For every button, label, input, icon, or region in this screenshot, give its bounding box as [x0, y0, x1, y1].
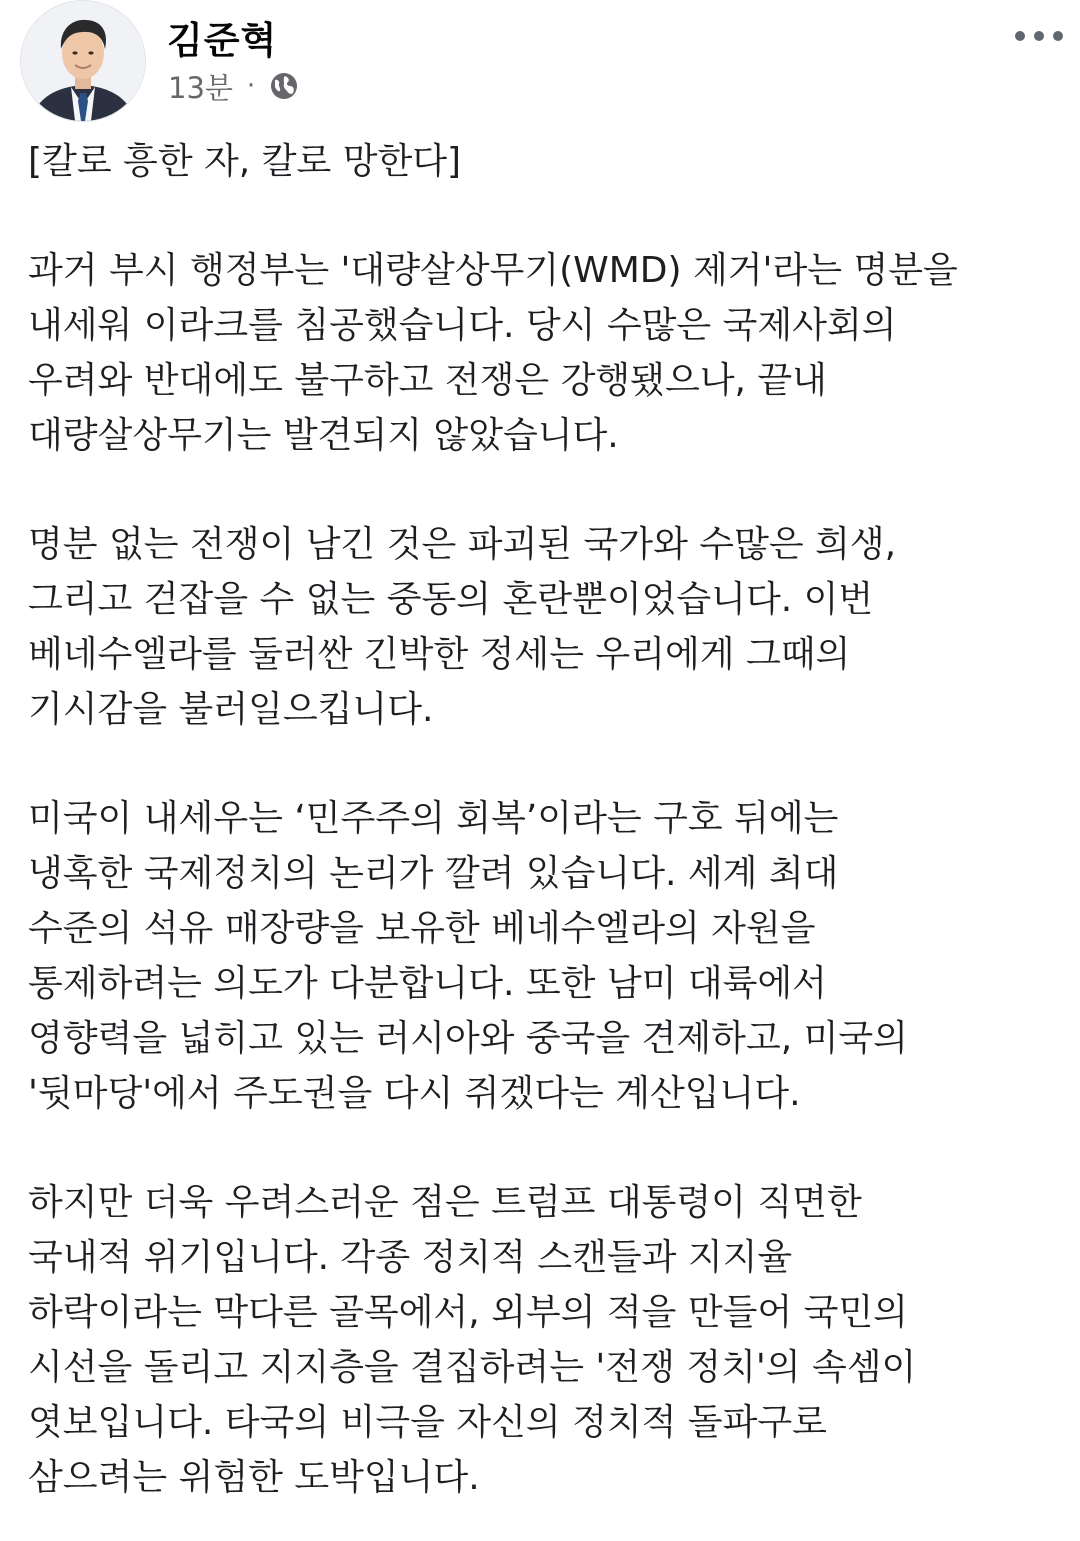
post-text-line: 국내적 위기입니다. 각종 정치적 스캔들과 지지율 [28, 1237, 793, 1278]
post-text [28, 134, 1058, 1505]
more-horizontal-icon [1014, 30, 1064, 42]
post-text-line: 수준의 석유 매장량을 보유한 베네수엘라의 자원을 [28, 908, 816, 949]
post-title-line: [칼로 흥한 자, 칼로 망한다] [28, 141, 462, 182]
post-text-line: 삼으려는 위험한 도박입니다. [28, 1457, 480, 1498]
post-text-line: 영향력을 넓히고 있는 러시아와 중국을 견제하고, 미국의 [28, 1018, 908, 1059]
post-text-line: 하락이라는 막다른 골목에서, 외부의 적을 만들어 국민의 [28, 1292, 908, 1333]
paragraph-gap [28, 737, 1058, 791]
post-timestamp[interactable]: 13분 [168, 70, 233, 105]
post-header [0, 0, 1080, 125]
more-options-button[interactable] [1008, 18, 1070, 54]
paragraph-gap [28, 1121, 1058, 1175]
post-text-line: 기시감을 불러일으킵니다. [28, 689, 434, 730]
author-name[interactable]: 김준혁 [167, 19, 278, 62]
globe-icon[interactable] [269, 71, 299, 101]
post-text-line: 내세워 이라크를 침공했습니다. 당시 수많은 국제사회의 [28, 305, 897, 346]
post-text-line: 냉혹한 국제정치의 논리가 깔려 있습니다. 세계 최대 [28, 853, 839, 894]
post-text-line: 통제하려는 의도가 다분합니다. 또한 남미 대륙에서 [28, 963, 827, 1004]
paragraph-gap [28, 189, 1058, 243]
post-text-line: 우려와 반대에도 불구하고 전쟁은 강행됐으나, 끝내 [28, 360, 827, 401]
author-avatar[interactable] [20, 0, 146, 122]
post-text-line: 대량살상무기는 발견되지 않았습니다. [28, 415, 619, 456]
paragraph-gap [28, 463, 1058, 517]
post-text-line: 하지만 더욱 우려스러운 점은 트럼프 대통령이 직면한 [28, 1182, 862, 1223]
post-text-line: 시선을 돌리고 지지층을 결집하려는 '전쟁 정치'의 속셈이 [28, 1347, 917, 1388]
post-meta [168, 66, 299, 106]
post-text-line: 엿보입니다. 타국의 비극을 자신의 정치적 돌파구로 [28, 1402, 827, 1443]
post-text-line: 미국이 내세우는 ‘민주주의 회복’이라는 구호 뒤에는 [28, 798, 839, 839]
avatar-portrait-image [21, 1, 145, 121]
meta-separator: · [246, 71, 256, 101]
post-text-line: 베네수엘라를 둘러싼 긴박한 정세는 우리에게 그때의 [28, 634, 851, 675]
post-text-line: 과거 부시 행정부는 '대량살상무기(WMD) 제거'라는 명분을 [28, 250, 958, 291]
post-text-line: 명분 없는 전쟁이 남긴 것은 파괴된 국가와 수많은 희생, [28, 524, 897, 565]
post-text-line: '뒷마당'에서 주도권을 다시 쥐겠다는 계산입니다. [28, 1073, 801, 1114]
post-text-line: 그리고 걷잡을 수 없는 중동의 혼란뿐이었습니다. 이번 [28, 579, 874, 620]
